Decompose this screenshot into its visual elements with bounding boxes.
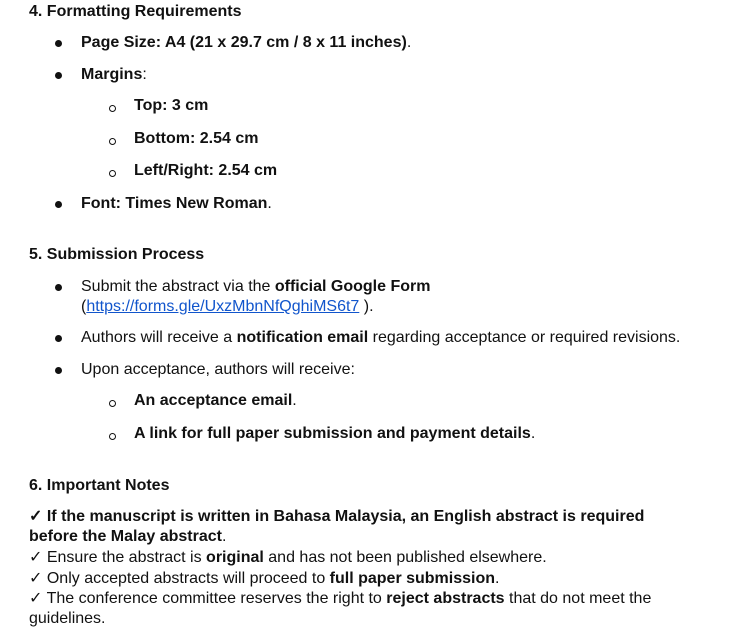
bullet-dot bbox=[55, 201, 62, 208]
note-reject-abstracts: ✓ The conference committee reserves the right to reject abstracts that do not meet the bbox=[29, 590, 652, 607]
list-item-upon-acceptance: Upon acceptance, authors will receive: bbox=[81, 361, 355, 378]
bullet-dot bbox=[55, 335, 62, 342]
note-accepted-abstracts: ✓ Only accepted abstracts will proceed to full paper submission. bbox=[29, 570, 500, 587]
list-item-margins: Margins: bbox=[81, 66, 147, 83]
sub-bullet-circle bbox=[109, 400, 116, 407]
note-reject-abstracts-line2: guidelines. bbox=[29, 610, 106, 627]
bullet-dot bbox=[55, 72, 62, 79]
list-item-google-form-link-line: (https://forms.gle/UxzMbnNfQghiMS6t7 ). bbox=[81, 298, 374, 315]
list-item-acceptance-email: An acceptance email. bbox=[134, 392, 297, 409]
bullet-dot bbox=[55, 40, 62, 47]
list-item-margin-left-right: Left/Right: 2.54 cm bbox=[134, 162, 278, 179]
sub-bullet-circle bbox=[109, 105, 116, 112]
list-item-page-size: Page Size: A4 (21 x 29.7 cm / 8 x 11 inches). bbox=[81, 34, 412, 51]
section-heading-submission: 5. Submission Process bbox=[29, 246, 205, 263]
list-item-margin-bottom: Bottom: 2.54 cm bbox=[134, 130, 259, 147]
check-icon: ✓ bbox=[29, 590, 43, 607]
list-item-google-form: Submit the abstract via the official Google Form bbox=[81, 278, 431, 295]
list-item-margin-top: Top: 3 cm bbox=[134, 97, 209, 114]
section-heading-formatting: 4. Formatting Requirements bbox=[29, 3, 242, 20]
list-item-notification: Authors will receive a notification email regarding acceptance or required revisions. bbox=[81, 329, 681, 346]
google-form-link[interactable]: https://forms.gle/UxzMbnNfQghiMS6t7 bbox=[86, 298, 360, 315]
check-icon: ✓ bbox=[29, 508, 43, 525]
sub-bullet-circle bbox=[109, 138, 116, 145]
note-original: ✓ Ensure the abstract is original and has not been published elsewhere. bbox=[29, 549, 547, 566]
bullet-dot bbox=[55, 367, 62, 374]
section-heading-notes: 6. Important Notes bbox=[29, 477, 170, 494]
list-item-font: Font: Times New Roman. bbox=[81, 195, 272, 212]
note-bahasa-malaysia: ✓ If the manuscript is written in Bahasa Malaysia, an English abstract is required bbox=[29, 508, 645, 525]
bullet-dot bbox=[55, 284, 62, 291]
check-icon: ✓ bbox=[29, 549, 43, 566]
sub-bullet-circle bbox=[109, 170, 116, 177]
note-bahasa-malaysia-line2: before the Malay abstract. bbox=[29, 528, 227, 545]
sub-bullet-circle bbox=[109, 433, 116, 440]
list-item-full-paper-link: A link for full paper submission and payment details. bbox=[134, 425, 536, 442]
check-icon: ✓ bbox=[29, 570, 43, 587]
